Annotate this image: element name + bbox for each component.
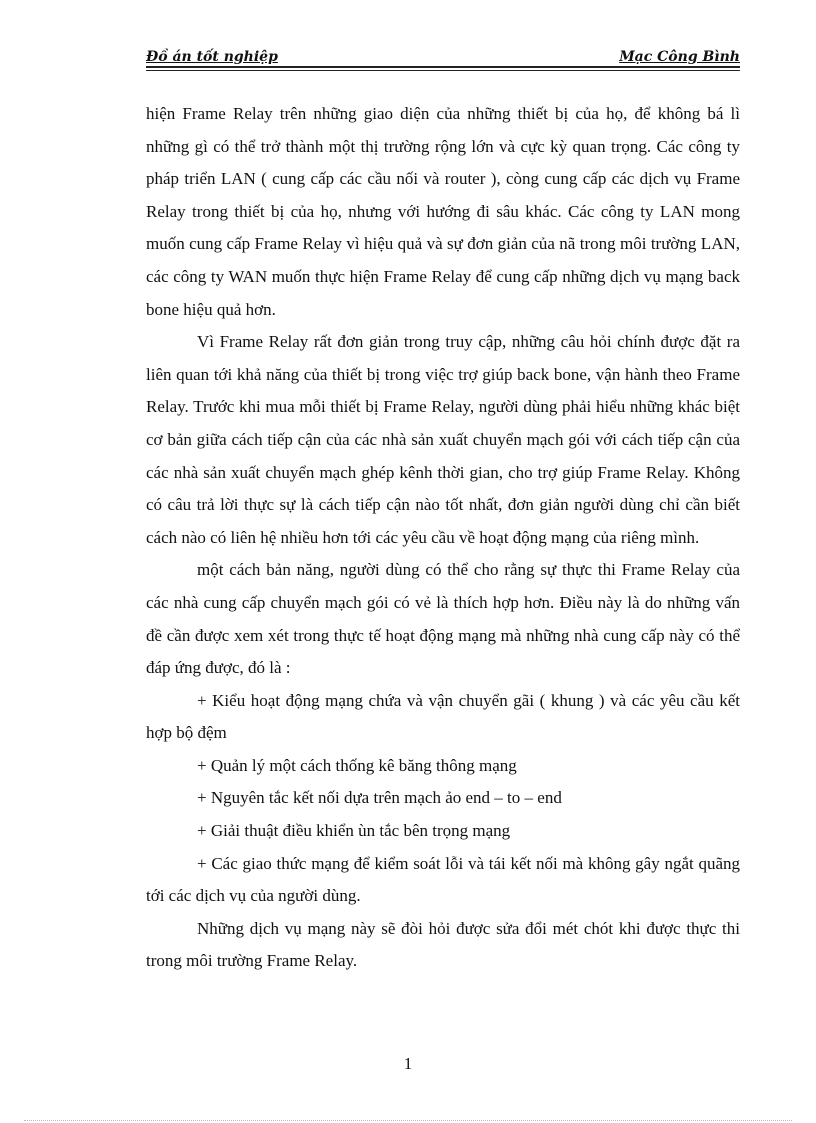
header-document-title: Đồ án tốt nghiệp (146, 49, 278, 65)
page-header (146, 44, 740, 68)
list-item: + Các giao thức mạng để kiểm soát lỗi và tái kết nối mà không gây ngắt quãng tới các dịch vụ của người dùng. (146, 853, 740, 906)
paragraph-3: một cách bản năng, người dùng có thể cho rằng sự thực thi Frame Relay của các nhà cung cấp chuyển mạch gói có vẻ là thích hợp hơn. Điều này là do những vấn đề cần được xem xét trong thực tế hoạt động mạng mà những nhà cung cấp này có thể đáp ứng được, đó là : (146, 560, 740, 678)
page-number: 1 (403, 1054, 413, 1073)
paragraph-1: hiện Frame Relay trên những giao diện của những thiết bị của họ, để không bá lì những gì có thể trở thành một thị trường rộng lớn và cực kỳ quan trọng. Các công ty pháp triển LAN ( cung cấp các cầu nối và router ), còng cung cấp các dịch vụ Frame Relay trong thiết bị của họ, nhưng với hướng đi sâu khác. Các công ty LAN mong muốn cung cấp Frame Relay vì hiệu quả và sự đơn giản của nã trong môi trường LAN, các công ty WAN muốn thực hiện Frame Relay để cung cấp những dịch vụ mạng back bone hiệu quả hơn. (146, 104, 740, 319)
list-item: + Quản lý một cách thống kê băng thông mạng (197, 755, 517, 775)
header-author-name: Mạc Công Bình (619, 49, 740, 65)
closing-paragraph: Những dịch vụ mạng này sẽ đòi hỏi được sửa đổi mét chót khi được thực thi trong môi trường Frame Relay. (146, 918, 740, 971)
list-item: + Kiểu hoạt động mạng chứa và vận chuyển gãi ( khung ) và các yêu cầu kết hợp bộ đệm (146, 690, 740, 743)
document-body (146, 98, 740, 978)
list-item: + Giải thuật điều khiển ùn tắc bên trọng mạng (197, 821, 511, 841)
list-item: + Nguyên tắc kết nối dựa trên mạch ảo end – to – end (197, 788, 562, 808)
paragraph-2: Vì Frame Relay rất đơn giản trong truy cập, những câu hỏi chính được đặt ra liên quan tới khả năng của thiết bị trong việc trợ giúp back bone, vận hành theo Frame Relay. Trước khi mua mỗi thiết bị Frame Relay, người dùng phải hiểu những khác biệt cơ bản giữa cách tiếp cận của các nhà sản xuất chuyển mạch gói với cách tiếp cận của các nhà sản xuất chuyển mạch ghép kênh thời gian, cho trợ giúp Frame Relay. Không có câu trả lời thực sự là cách tiếp cận nào tốt nhất, đơn giản người dùng chỉ cần biết cách nào có liên hệ nhiều hơn tới các yêu cầu về hoạt động mạng của riêng mình. (146, 332, 740, 547)
page-bottom-divider (24, 1120, 792, 1121)
